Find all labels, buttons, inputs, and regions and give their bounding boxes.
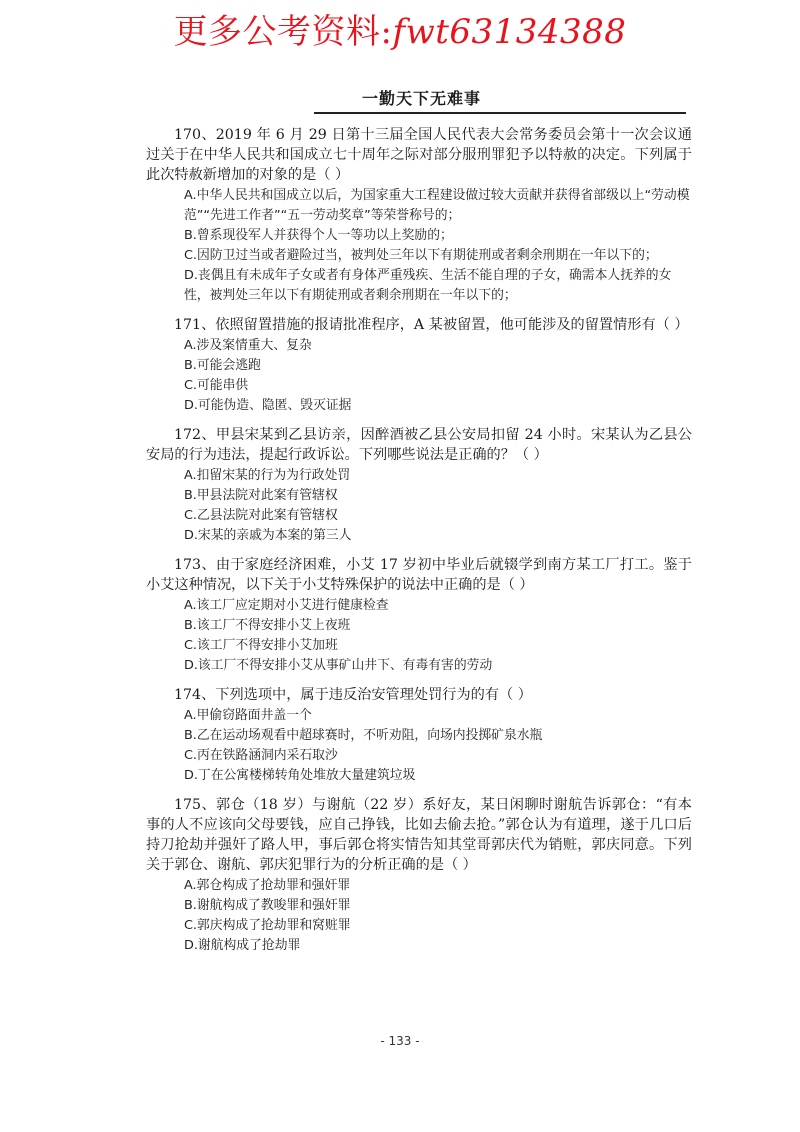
question-stem: 170、2019 年 6 月 29 日第十三届全国人民代表大会常务委员会第十一次会议通过关于在中华人民共和国成立七十周年之际对部分服刑罪犯予以特赦的决定。下列属于此次特赦新增加的对象的是（ ） — [146, 127, 692, 183]
option-d: D.宋某的亲戚为本案的第三人 — [184, 528, 352, 543]
option-d: D.该工厂不得安排小艾从事矿山井下、有毒有害的劳动 — [184, 658, 493, 673]
question-170 — [146, 125, 692, 306]
option-c: C.可能串供 — [184, 378, 249, 393]
option-c: C.因防卫过当或者避险过当，被判处三年以下有期徒刑或者剩余刑期在一年以下的； — [184, 248, 658, 263]
question-stem: 175、郭仓（18 岁）与谢航（22 岁）系好友，某日闲聊时谢航告诉郭仓：“有本事的人不应该向父母要钱，应自己挣钱，比如去偷去抢。”郭仓认为有道理，遂于几口后持刀抢劫并强奸了路人甲，事后郭仓将实情告知其堂哥郭庆代为销赃，郭庆同意。下列关于郭仓、谢航、郭庆犯罪行为的分析正确的是（ ） — [146, 797, 692, 873]
option-a: A.郭仓构成了抢劫罪和强奸罪 — [184, 878, 351, 893]
option-b: B.该工厂不得安排小艾上夜班 — [184, 618, 351, 633]
option-a: A.甲偷窃路面井盖一个 — [184, 708, 312, 723]
option-d: D.丁在公寓楼梯转角处堆放大量建筑垃圾 — [184, 768, 416, 783]
header-rule — [314, 112, 686, 114]
option-c: C.丙在铁路涵洞内采石取沙 — [184, 748, 338, 763]
question-list — [146, 125, 692, 965]
question-174 — [146, 685, 692, 786]
option-b: B.谢航构成了教唆罪和强奸罪 — [184, 898, 351, 913]
question-stem: 173、由于家庭经济困难，小艾 17 岁初中毕业后就辍学到南方某工厂打工。鉴于小艾这种情况，以下关于小艾特殊保护的说法中正确的是（ ） — [146, 557, 692, 593]
option-c: C.乙县法院对此案有管辖权 — [184, 508, 338, 523]
question-stem: 174、下列选项中，属于违反治安管理处罚行为的有（ ） — [174, 687, 532, 703]
option-b: B.乙在运动场观看中超球赛时，不听劝阻，向场内投掷矿泉水瓶 — [184, 728, 543, 743]
header-motto: 一勤天下无难事 — [362, 89, 482, 108]
question-173 — [146, 555, 692, 676]
banner-prefix: 更多公考资料: — [173, 12, 393, 52]
option-d: D.谢航构成了抢劫罪 — [184, 938, 301, 953]
option-a: A.该工厂应定期对小艾进行健康检查 — [184, 598, 389, 613]
option-d: D.可能伪造、隐匿、毁灭证据 — [184, 398, 352, 413]
option-b: B.可能会逃跑 — [184, 358, 261, 373]
question-stem: 171、依照留置措施的报请批准程序，A 某被留置，他可能涉及的留置情形有（ ） — [174, 317, 689, 333]
question-171 — [146, 315, 692, 416]
option-a: A.扣留宋某的行为为行政处罚 — [184, 468, 351, 483]
question-175 — [146, 795, 692, 956]
option-b: B.甲县法院对此案有管辖权 — [184, 488, 338, 503]
option-b: B.曾系现役军人并获得个人一等功以上奖励的； — [184, 228, 453, 243]
question-stem: 172、甲县宋某到乙县访亲，因醉酒被乙县公安局扣留 24 小时。宋某认为乙县公安局的行为违法，提起行政诉讼。下列哪些说法是正确的？（ ） — [146, 427, 692, 463]
page-number: - 133 - — [380, 1034, 420, 1048]
option-c: C.郭庆构成了抢劫罪和窝赃罪 — [184, 918, 351, 933]
promo-banner — [0, 4, 800, 53]
option-a: A.涉及案情重大、复杂 — [184, 338, 312, 353]
banner-url: fwt63134388 — [392, 12, 627, 52]
question-172 — [146, 425, 692, 546]
option-a: A.中华人民共和国成立以后，为国家重大工程建设做过较大贡献并获得省部级以上“劳动模范”“先进工作者”“五一劳动奖章”等荣誉称号的； — [184, 188, 690, 223]
option-d: D.丧偶且有未成年子女或者有身体严重残疾、生活不能自理的子女，确需本人抚养的女性，被判处三年以下有期徒刑或者剩余刑期在一年以下的； — [184, 268, 672, 303]
option-c: C.该工厂不得安排小艾加班 — [184, 638, 338, 653]
